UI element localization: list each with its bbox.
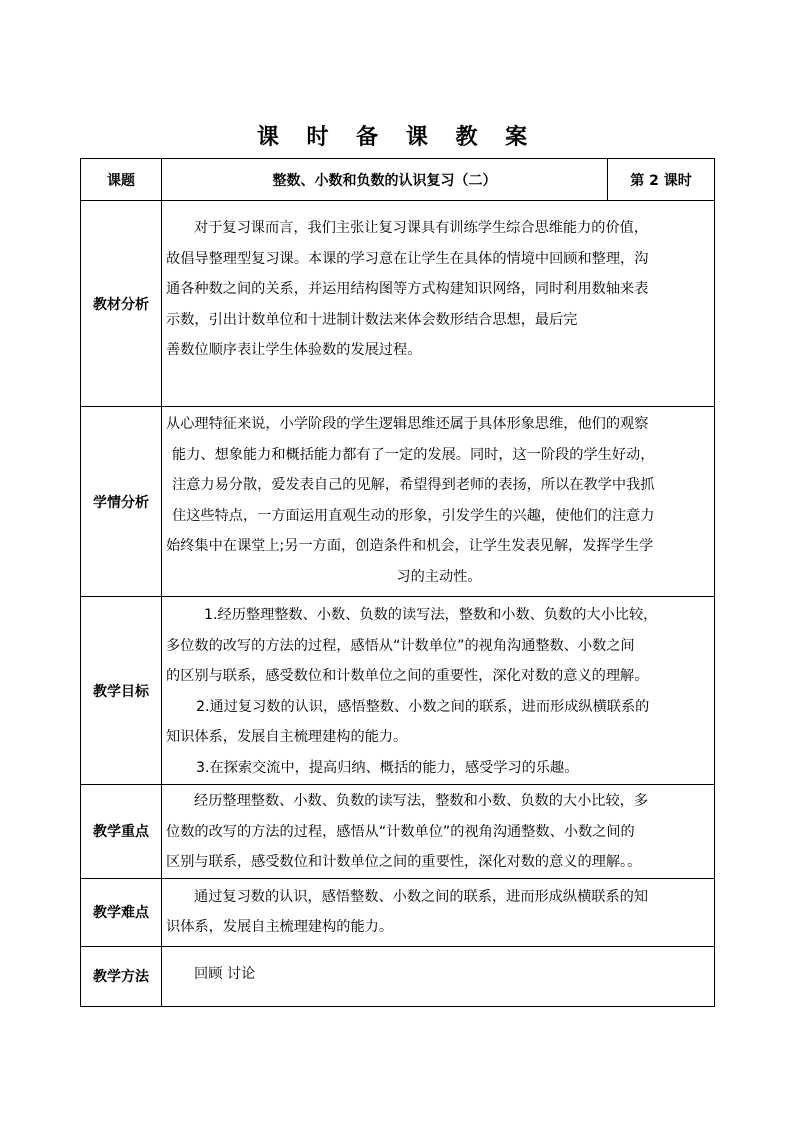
students-line: 能力、想象能力和概括能力都有了一定的发展。同时，这一阶段的学生好动， [172,446,655,463]
material-analysis-content [162,201,715,407]
material-line: 示数，引出计数单位和十进制计数法来体会数形结合思想，最后完 [166,311,578,328]
key-points-content [162,785,715,879]
teaching-goals-label: 教学目标 [81,597,162,785]
goals-line: 多位数的改写的方法的过程，感悟从“计数单位”的视角沟通整数、小数之间 [166,637,635,654]
goals-line: 3.在探索交流中，提高归纳、概括的能力，感受学习的乐趣。 [196,759,579,776]
material-line: 通各种数之间的关系，并运用结构图等方式构建知识网络，同时利用数轴来表 [166,281,649,297]
document-title: 课 时 备 课 教 案 [256,124,538,150]
teaching-methods-content [162,946,715,1006]
goals-line: 1.经历整理整数、小数、负数的读写法，整数和小数、负数的大小比较， [204,607,658,623]
material-line: 对于复习课而言，我们主张让复习课具有训练学生综合思维能力的价值， [194,220,649,236]
period-label: 第 2 课时 [608,159,715,201]
teaching-methods-row [81,946,715,1006]
student-analysis-content [162,407,715,597]
students-line: 从心理特征来说，小学阶段的学生逻辑思维还属于具体形象思维，他们的观察 [166,416,649,432]
difficulties-label: 教学难点 [81,878,162,946]
teaching-goals-row [81,597,715,785]
lesson-plan-table [80,158,715,1007]
difficulties-row [81,878,715,946]
key-points-line: 区别与联系，感受数位和计数单位之间的重要性，深化对数的意义的理解。。 [166,854,642,870]
key-points-line: 位数的改写的方法的过程，感悟从“计数单位”的视角沟通整数、小数之间的 [166,823,635,840]
material-line: 故倡导整理型复习课。本课的学习意在让学生在具体的情境中回顾和整理，沟 [166,250,649,267]
difficulties-line: 识体系，发展自主梳理建构的能力。 [166,919,394,935]
students-line: 始终集中在课堂上;另一方面，创造条件和机会，让学生发表见解，发挥学生学 [166,538,654,554]
student-analysis-label: 学情分析 [81,407,162,597]
students-line: 注意力易分散，爱发表自己的见解，希望得到老师的表扬，所以在教学中我抓 [172,477,655,493]
topic-row [81,159,715,201]
key-points-label: 教学重点 [81,785,162,879]
key-points-row [81,785,715,879]
teaching-goals-content [162,597,715,785]
difficulties-content [162,878,715,946]
material-line: 善数位顺序表让学生体验数的发展过程。 [166,342,422,358]
material-analysis-label: 教材分析 [81,201,162,407]
topic-title: 整数、小数和负数的认识复习（二） [162,159,608,201]
teaching-methods-text: 回顾 讨论 [194,965,256,982]
key-points-line: 经历整理整数、小数、负数的读写法，整数和小数、负数的大小比较，多 [194,793,649,809]
goals-line: 的区别与联系，感受数位和计数单位之间的重要性，深化对数的意义的理解。 [166,668,649,684]
teaching-methods-label: 教学方法 [81,946,162,1006]
goals-line: 2.通过复习数的认识，感悟整数、小数之间的联系，进而形成纵横联系的 [196,698,650,715]
difficulties-line: 通过复习数的认识，感悟整数、小数之间的联系，进而形成纵横联系的知 [194,888,649,905]
goals-line: 知识体系，发展自主梳理建构的能力。 [166,729,408,745]
material-analysis-row [81,201,715,407]
students-line: 住这些特点，一方面运用直观生动的形象，引发学生的兴趣，使他们的注意力 [172,507,655,524]
student-analysis-row [81,407,715,597]
students-line: 习的主动性。 [396,568,482,585]
topic-label: 课题 [81,159,162,201]
